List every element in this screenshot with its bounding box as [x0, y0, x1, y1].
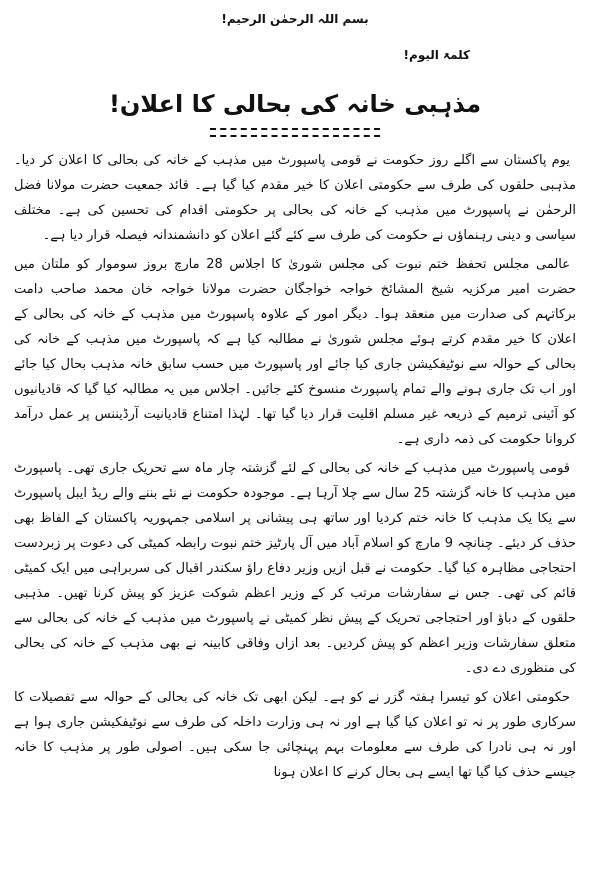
bismillah-heading: بسم اللہ الرحمٰن الرحیم!: [221, 12, 369, 26]
headline: مذہبی خانہ کی بحالی کا اعلان!: [108, 90, 482, 118]
paragraph-3: قومی پاسپورٹ میں مذہب کے خانہ کی بحالی کے لئے گزشتہ چار ماہ سے تحریک جاری تھی۔ پاسپورٹ میں مذہب کا خانہ گزشتہ 25 سال سے چلا آرہا ہے۔ موجودہ حکومت نے نئے بننے والے ریڈ ایبل پاسپورٹ سے یکا یک مذہب کا خانہ ختم کردیا اور ساتھ ہی پیشانی پر اسلامی جمہوریہ پاکستان کے الفاظ بھی حذف کر دیئے۔ چنانچہ 9 مارچ کو اسلام آباد میں آل پارٹیز ختم نبوت رابطہ کمیٹی کی دعوت پر زبردست احتجاجی مظاہرہ کیا گیا۔ حکومت نے قبل ازیں وزیر دفاع راؤ سکندر اقبال کی سربراہی میں ایک کمیٹی قائم کی تھی۔ جس نے سفارشات مرتب کر کے وزیر اعظم شوکت عزیز کو پیش کرنا تھیں۔ مذہبی حلقوں کے دباؤ اور احتجاجی تحریک کے پیش نظر کمیٹی نے پاسپورٹ میں مذہب کے خانہ کی بحالی سے متعلق سفارشات وزیر اعظم کو پیش کردیں۔ بعد ازاں وفاقی کابینہ نے بھی مذہب کے خانہ کی بحالی کی منظوری دے دی۔: [14, 461, 576, 676]
paragraph-1: یوم پاکستان سے اگلے روز حکومت نے قومی پاسپورٹ میں مذہب کے خانہ کی بحالی کا اعلان کر دیا۔ مذہبی حلقوں کی طرف سے حکومتی اعلان کا خیر مقدم کیا گیا ہے۔ قائد جمعیت حضرت مولانا فضل الرحمٰن نے پاسپورٹ میں مذہب کے خانہ کی بحالی پر حکومتی اقدام کی تحسین کی ہے۔ مختلف سیاسی و دینی رہنماؤں نے حکومت کی طرف سے کئے گئے اعلان کو دانشمندانہ فیصلہ قرار دیا ہے۔: [14, 153, 576, 243]
article-body: [14, 148, 576, 868]
column-title: کلمۃ الیوم!: [403, 48, 470, 62]
headline-underline-1: [210, 128, 380, 130]
paragraph-4: حکومتی اعلان کو تیسرا ہفتہ گزر نے کو ہے۔ لیکن ابھی تک خانہ کی بحالی کے حوالہ سے تفصیلات کا سرکاری طور پر نہ تو اعلان کیا گیا ہے اور نہ ہی وزارت داخلہ کی طرف سے نوٹیفکیشن جاری ہوا ہے اور نہ ہی نادرا کی طرف سے معلومات بہم پہنچائی جا سکی ہیں۔ اصولی طور پر مذہب کا خانہ جیسے حذف کیا گیا تھا ایسے ہی بحال کرنے کا اعلان ہونا: [14, 690, 576, 780]
paragraph-2: عالمی مجلس تحفظ ختم نبوت کی مجلس شوریٰ کا اجلاس 28 مارچ بروز سوموار کو ملتان میں حضرت امیر مرکزیہ شیخ المشائخ خواجہ خواجگان حضرت مولانا خواجہ خان محمد صاحب دامت برکاتہم کی صدارت میں منعقد ہوا۔ دیگر امور کے علاوہ پاسپورٹ میں مذہب کے خانہ کی بحالی کے اعلان کا خیر مقدم کرتے ہوئے مجلس شوریٰ نے مطالبہ کیا ہے کہ پاسپورٹ میں مذہب کے خانہ کی بحالی کے حوالہ سے نوٹیفکیشن جاری کیا جائے اور پاسپورٹ میں حسب سابق خانہ مذہب بحال کیا جائے اور اب تک جاری ہونے والے تمام پاسپورٹ منسوخ کئے جائیں۔ اجلاس میں یہ مطالبہ کیا گیا کہ قادیانیوں کو آئینی ترمیم کے ذریعہ غیر مسلم اقلیت قرار دیا گیا تھا۔ لہٰذا امتناع قادیانیت آرڈیننس پر عمل درآمد کروانا حکومت کی ذمہ داری ہے۔: [14, 257, 576, 447]
headline-underline-2: [210, 135, 380, 137]
